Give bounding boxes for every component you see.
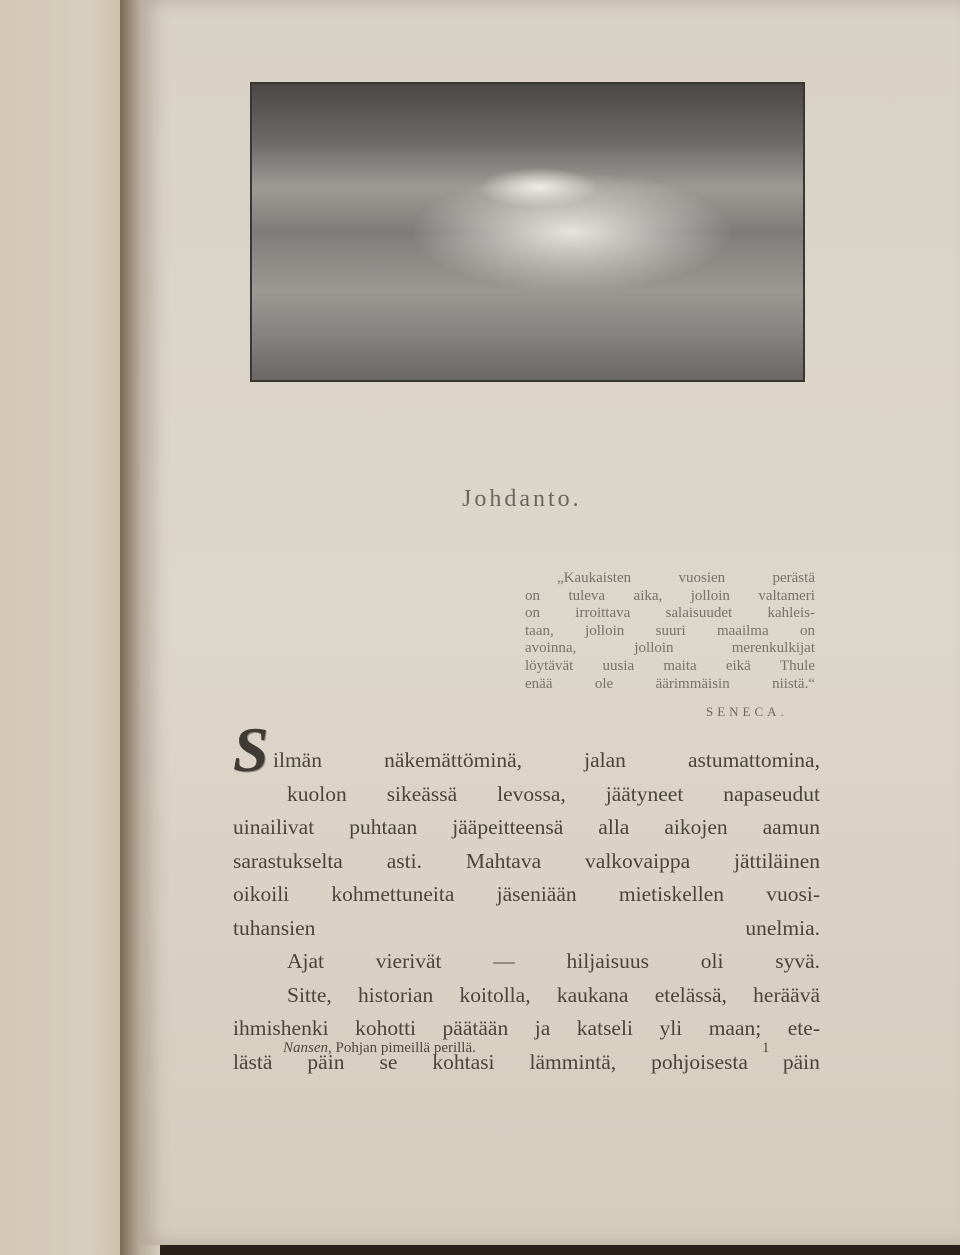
text-line: ilmän näkemättöminä, jalan astumattomina, (273, 748, 820, 772)
text-line: on irroittava salaisuudet kahleis- (525, 605, 815, 622)
epigraph-author: SENECA. (706, 704, 788, 719)
text-line: oikoili kohmettuneita jäseniään mietiskellen vuosi- (233, 882, 820, 906)
text-line: ihmishenki kohotti päätään ja katseli yli maan; ete- (233, 1016, 820, 1040)
text-line: Ajat vierivät — hiljaisuus oli syvä. (287, 949, 820, 973)
drop-cap: S (233, 714, 269, 785)
text-line: kuolon sikeässä levossa, jäätyneet napaseudut (287, 781, 820, 806)
text-line: Sitte, historian koitolla, kaukana etelässä, heräävä (287, 982, 820, 1007)
footer-book-title: Pohjan pimeillä perillä. (335, 1040, 476, 1056)
text-line: lästä päin se kohtasi lämmintä, pohjoisesta päin (233, 1049, 820, 1074)
text-line: „Kaukaisten vuosien perästä (557, 570, 815, 586)
body-text (233, 744, 820, 1079)
text-line: löytävät uusia maita eikä Thule (525, 657, 815, 674)
text-line: enää ole äärimmäisin niistä.“ (525, 675, 815, 692)
page-number: 1 (762, 1040, 770, 1056)
text-line: taan, jolloin suuri maailma on (525, 622, 815, 639)
footer-author: Nansen, (283, 1040, 332, 1056)
text-line: sarastukselta asti. Mahtava valkovaippa jättiläinen (233, 848, 820, 873)
text-line: uinailivat puhtaan jääpeitteensä alla aikojen aamun (233, 815, 820, 839)
chapter-title: Johdanto. (462, 486, 582, 512)
running-footer (283, 1040, 476, 1057)
epigraph (525, 570, 815, 693)
text-line: avoinna, jolloin merenkulkijat (525, 640, 815, 657)
text-line: on tuleva aika, jolloin valtameri (525, 587, 815, 604)
text-line: tuhansien unelmia. (233, 915, 820, 940)
illustration-arctic-ice-sea (250, 82, 805, 382)
